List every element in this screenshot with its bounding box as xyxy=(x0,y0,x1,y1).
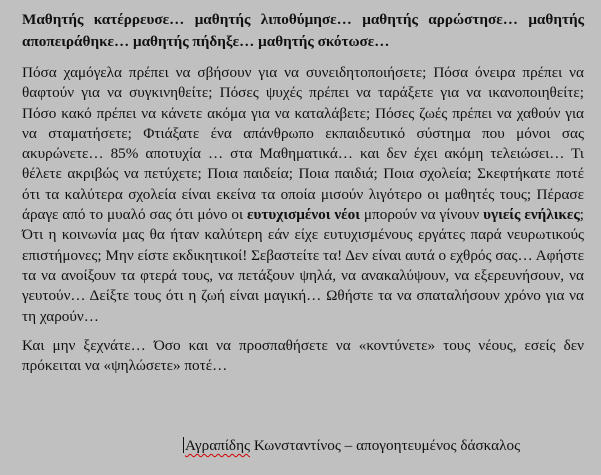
document-heading: Μαθητής κατέρρευσε… μαθητής λιποθύμησε… μαθητής αρρώστησε… μαθητής αποπειράθηκε… μαθητής πήδηξε… μαθητής σκότωσε… xyxy=(22,11,584,50)
bold-phrase-happy-youth: ευτυχισμένοι νέοι xyxy=(247,206,360,224)
signature-surname: Αγραπίδης xyxy=(185,437,251,454)
signature-rest: Κωνσταντίνος – απογοητευμένος δάσκαλος xyxy=(250,437,521,454)
paragraph-closing: Και μην ξεχνάτε… Όσο και να προσπαθήσετε να «κοντύνετε» τους νέους, εσείς δεν πρόκειται να «ψηλώσετε» ποτέ… xyxy=(22,336,584,375)
paragraph-main-text-1: Πόσα χαμόγελα πρέπει να σβήσουν για να συνειδητοποιήσετε; Πόσα όνειρα πρέπει να θαφτούν για να συγκινηθείτε; Πόσες ψυχές πρέπει να ταράξετε για να ικανοποιηθείτε; Πόσο κακό πρέπει να κάνετε ακόμα για να καταλάβετε; Πόσες ζωές πρέπει να χαθούν για να σταματήσετε; Φτιάξατε ένα απάνθρωπο εκπαιδευτικό σύστημα που μόνοι σας ακυρώνετε… 85% αποτυχία … στα Μαθηματικά… και δεν έχει ακόμη τελειώσει… Τι θέλετε ακριβώς να πετύχετε; Ποια παιδεία; Ποια παιδιά; Ποια σχολεία; Σκεφτήκατε ποτέ ότι τα καλύτερα σχολεία είναι εκείνα τα οποία μισούν λιγότερο οι μαθητές τους; Πέρασε άραγε από το μυαλό σας ότι μόνο οι xyxy=(22,64,584,224)
paragraph-main-text-3: ; Ότι η κοινωνία μας θα ήταν καλύτερη εάν είχε ευτυχισμένους εργάτες παρά νευρωτικούς επιστήμονες; Μην είστε εκδικητικοί! Σεβαστείτε τα! Δεν είναι αυτά ο εχθρός σας… Αφήστε τα να ανοίξουν τα φτερά τους, να πετάξουν ψηλά, να ανακαλύψουν, να εξερευνήσουν, να γευτούν… Δείξτε τους ότι η ζωή είναι μαγική… Ωθήστε τα να σπαταλήσουν χρόνο για να τη χαρούν… xyxy=(22,206,584,325)
paragraph-main xyxy=(22,63,584,327)
paragraph-main-text-2: μπορούν να γίνουν xyxy=(359,206,484,224)
bold-phrase-healthy-adults: υγιείς ενήλικες xyxy=(483,206,580,224)
text-cursor xyxy=(183,437,184,453)
signature-line xyxy=(183,436,520,456)
